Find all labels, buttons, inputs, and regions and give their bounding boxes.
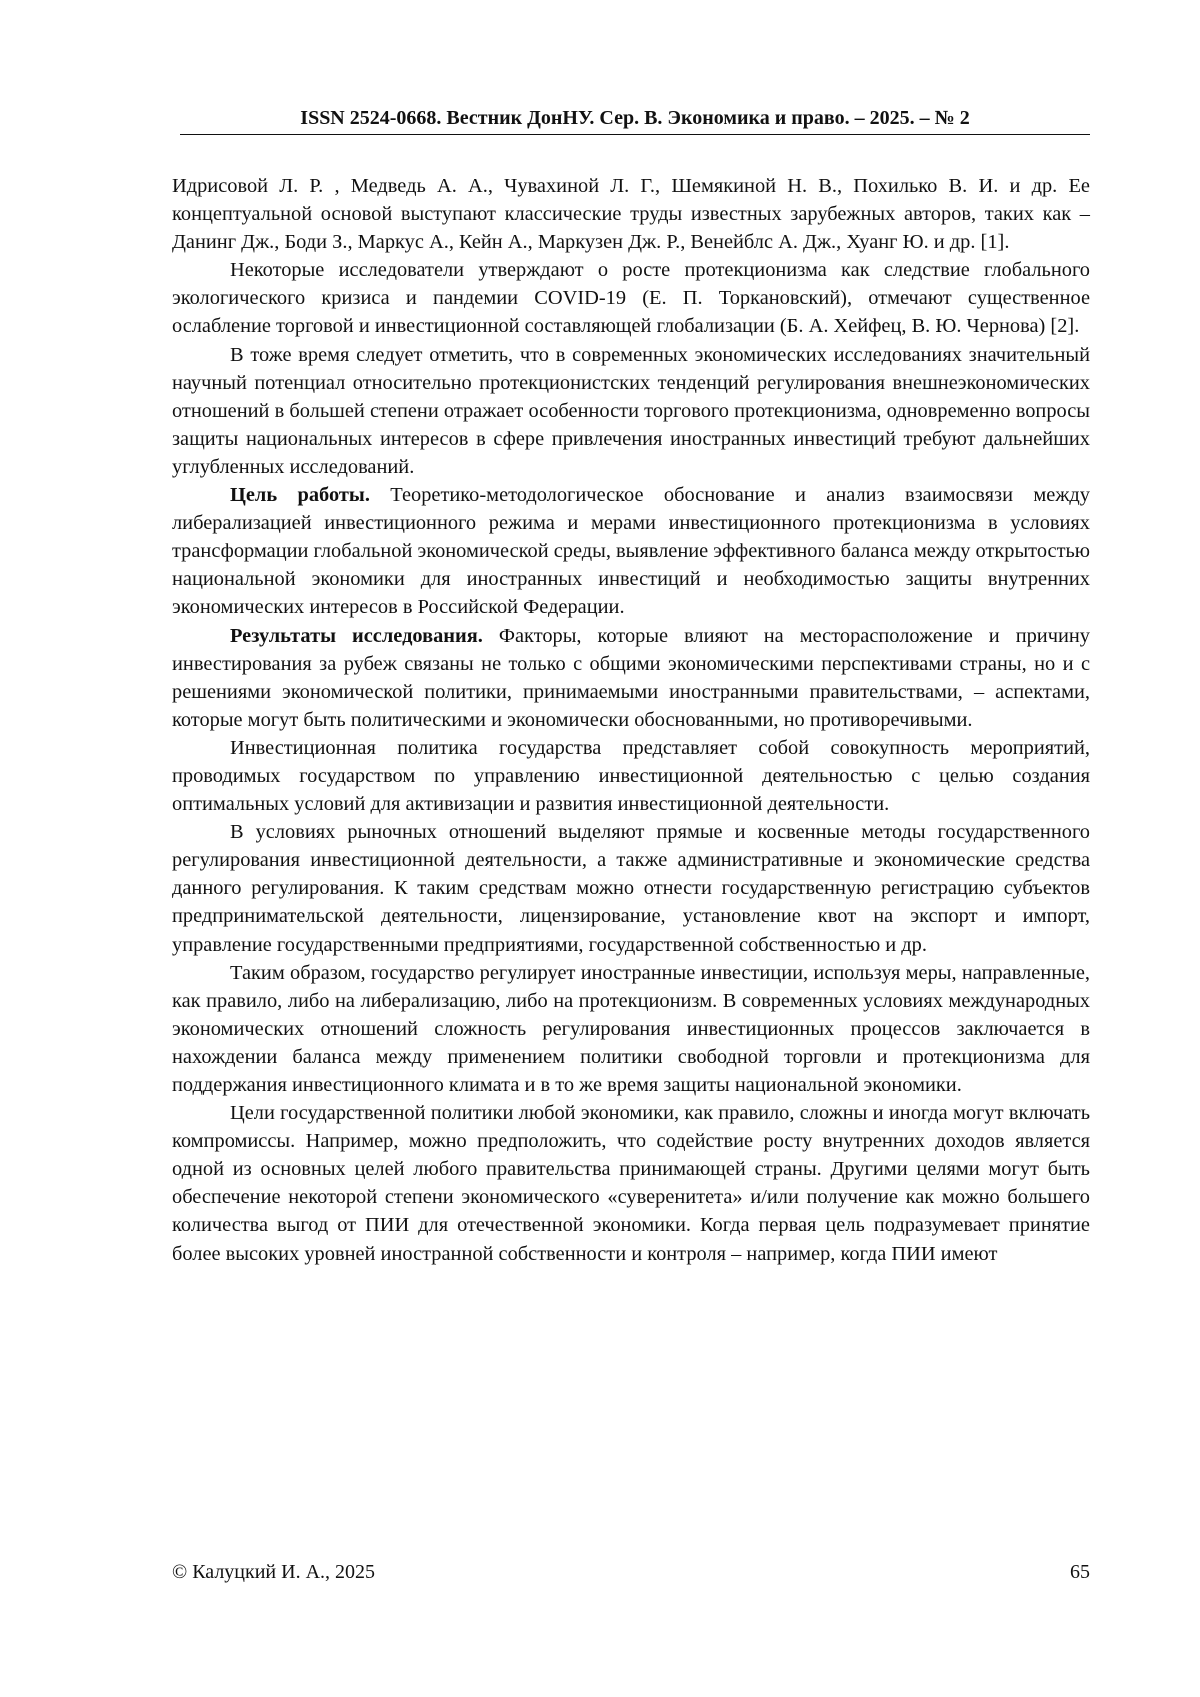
paragraph-results — [172, 622, 1090, 734]
paragraph-text: Некоторые исследователи утверждают о росте протекционизма как следствие глобального экологического кризиса и пандемии COVID-19 (Е. П. Торкановский), отмечают существенное ослабление торговой и инвестиционной составляющей глобализации (Б. А. Хейфец, В. Ю. Чернова) [2]. — [172, 259, 1090, 338]
paragraph-text: Таким образом, государство регулирует иностранные инвестиции, используя меры, направленные, как правило, либо на либерализацию, либо на протекционизм. В современных условиях международных экономических отношений сложность регулирования инвестиционных процессов заключается в нахождении баланса между применением политики свободной торговли и протекционизма для поддержания инвестиционного климата и в то же время защиты национальной экономики. — [172, 961, 1090, 1096]
article-body — [172, 172, 1090, 1268]
paragraph-text: В тоже время следует отметить, что в современных экономических исследованиях значительный научный потенциал относительно протекционистских тенденций регулирования внешнеэкономических отношений в большей степени отражает особенности торгового протекционизма, одновременно вопросы защиты национальных интересов в сфере привлечения иностранных инвестиций требуют дальнейших углубленных исследований. — [172, 343, 1090, 478]
paragraph — [172, 734, 1090, 818]
paragraph — [172, 818, 1090, 958]
footer-copyright: © Калуцкий И. А., 2025 — [172, 1561, 376, 1583]
paragraph-text: Цели государственной политики любой экономики, как правило, сложны и иногда могут включать компромиссы. Например, можно предположить, что содействие росту внутренних доходов является одной из основных целей любого правительства принимающей страны. Другими целями могут быть обеспечение некоторой степени экономического «суверенитета» и/или получение как можно большего количества выгод от ПИИ для отечественной экономики. Когда первая цель подразумевает принятие более высоких уровней иностранной собственности и контроля – например, когда ПИИ имеют — [172, 1102, 1090, 1265]
paragraph-text: Теоретико-методологическое обоснование и анализ взаимосвязи между либерализацией инвестиционного режима и мерами инвестиционного протекционизма в условиях трансформации глобальной экономической среды, выявление эффективного баланса между открытостью национальной экономики для иностранных инвестиций и необходимостью защиты внутренних экономических интересов в Российской Федерации. — [172, 484, 1091, 619]
section-lead-results: Результаты исследования. — [230, 624, 483, 647]
paragraph-continuation — [172, 172, 1090, 256]
section-lead-goal: Цель работы. — [230, 484, 370, 507]
paragraph — [172, 1099, 1090, 1268]
paragraph-goal — [172, 481, 1090, 621]
paragraph — [172, 959, 1090, 1099]
page-number: 65 — [1070, 1561, 1090, 1583]
header-rule — [180, 134, 1090, 135]
paragraph — [172, 256, 1090, 340]
paragraph-text: Факторы, которые влияют на месторасположение и причину инвестирования за рубеж связаны не только с общими экономическими перспективами страны, но и с решениями экономической политики, принимаемыми иностранными правительствами, – аспектами, которые могут быть политическими и экономически обоснованными, но противоречивыми. — [172, 624, 1090, 731]
running-header: ISSN 2524-0668. Вестник ДонНУ. Сер. В. Экономика и право. – 2025. – № 2 — [300, 107, 970, 129]
paragraph-text: Идрисовой Л. Р. , Медведь А. А., Чувахиной Л. Г., Шемякиной Н. В., Похилько В. И. и др. Ее концептуальной основой выступают классические труды известных зарубежных авторов, таких как – Данинг Дж., Боди З., Маркус А., Кейн А., Маркузен Дж. Р., Венейблс А. Дж., Хуанг Ю. и др. [1]. — [172, 175, 1090, 254]
paragraph — [172, 341, 1090, 481]
paragraph-text: В условиях рыночных отношений выделяют прямые и косвенные методы государственного регулирования инвестиционной деятельности, а также административные и экономические средства данного регулирования. К таким средствам можно отнести государственную регистрацию субъектов предпринимательской деятельности, лицензирование, установление квот на экспорт и импорт, управление государственными предприятиями, государственной собственностью и др. — [172, 821, 1090, 956]
paragraph-text: Инвестиционная политика государства представляет собой совокупность мероприятий, проводимых государством по управлению инвестиционной деятельностью с целью создания оптимальных условий для активизации и развития инвестиционной деятельности. — [172, 736, 1090, 816]
